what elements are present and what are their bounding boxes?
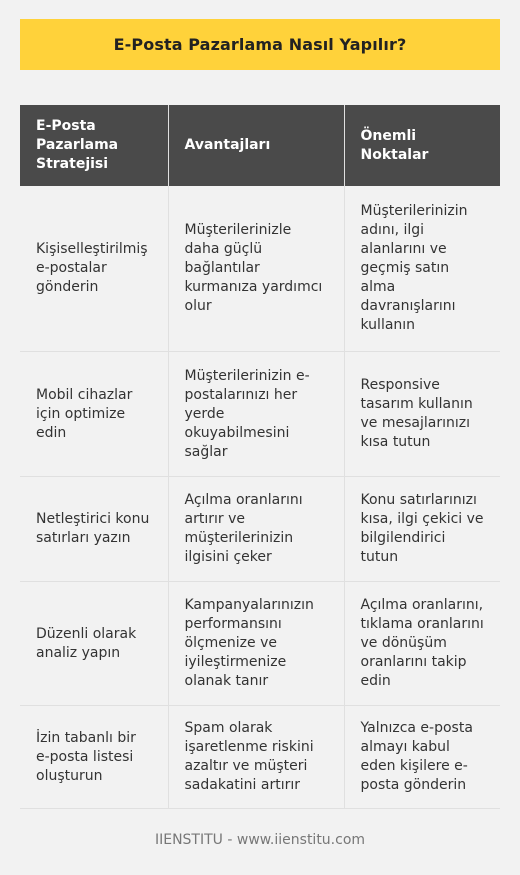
table-row (20, 582, 500, 706)
table-row (20, 706, 500, 809)
table-row (20, 352, 500, 477)
footer-source: IIENSTITU - www.iienstitu.com (154, 832, 366, 848)
cell-strategy: Mobil cihazlar için optimize edin (20, 352, 168, 477)
cell-key-point: Açılma oranlarını, tıklama oranlarını ve dönüşüm oranlarını takip edin (344, 582, 500, 706)
cell-advantage: Açılma oranlarını artırır ve müşterilerinizin ilgisini çeker (168, 477, 344, 582)
cell-key-point: Konu satırlarınızı kısa, ilgi çekici ve bilgilendirici tutun (344, 477, 500, 582)
strategy-table (20, 105, 500, 809)
cell-strategy: İzin tabanlı bir e-posta listesi oluşturun (20, 706, 168, 809)
header-key-points: Önemli Noktalar (344, 105, 500, 186)
cell-strategy: Netleştirici konu satırları yazın (20, 477, 168, 582)
cell-advantage: Müşterilerinizle daha güçlü bağlantılar kurmanıza yardımcı olur (168, 186, 344, 352)
page-title: E-Posta Pazarlama Nasıl Yapılır? (20, 19, 500, 70)
cell-strategy: Düzenli olarak analiz yapın (20, 582, 168, 706)
table-row (20, 477, 500, 582)
cell-strategy: Kişiselleştirilmiş e-postalar gönderin (20, 186, 168, 352)
cell-advantage: Kampanyalarınızın performansını ölçmenize ve iyileştirmenize olanak tanır (168, 582, 344, 706)
header-strategy: E-Posta Pazarlama Stratejisi (20, 105, 168, 186)
table-row (20, 186, 500, 352)
cell-advantage: Müşterilerinizin e-postalarınızı her yerde okuyabilmesini sağlar (168, 352, 344, 477)
cell-key-point: Müşterilerinizin adını, ilgi alanlarını ve geçmiş satın alma davranışlarını kullanın (344, 186, 500, 352)
cell-key-point: Responsive tasarım kullanın ve mesajlarınızı kısa tutun (344, 352, 500, 477)
cell-advantage: Spam olarak işaretlenme riskini azaltır ve müşteri sadakatini artırır (168, 706, 344, 809)
cell-key-point: Yalnızca e-posta almayı kabul eden kişilere e-posta gönderin (344, 706, 500, 809)
table-header-row (20, 105, 500, 186)
header-advantages: Avantajları (168, 105, 344, 186)
